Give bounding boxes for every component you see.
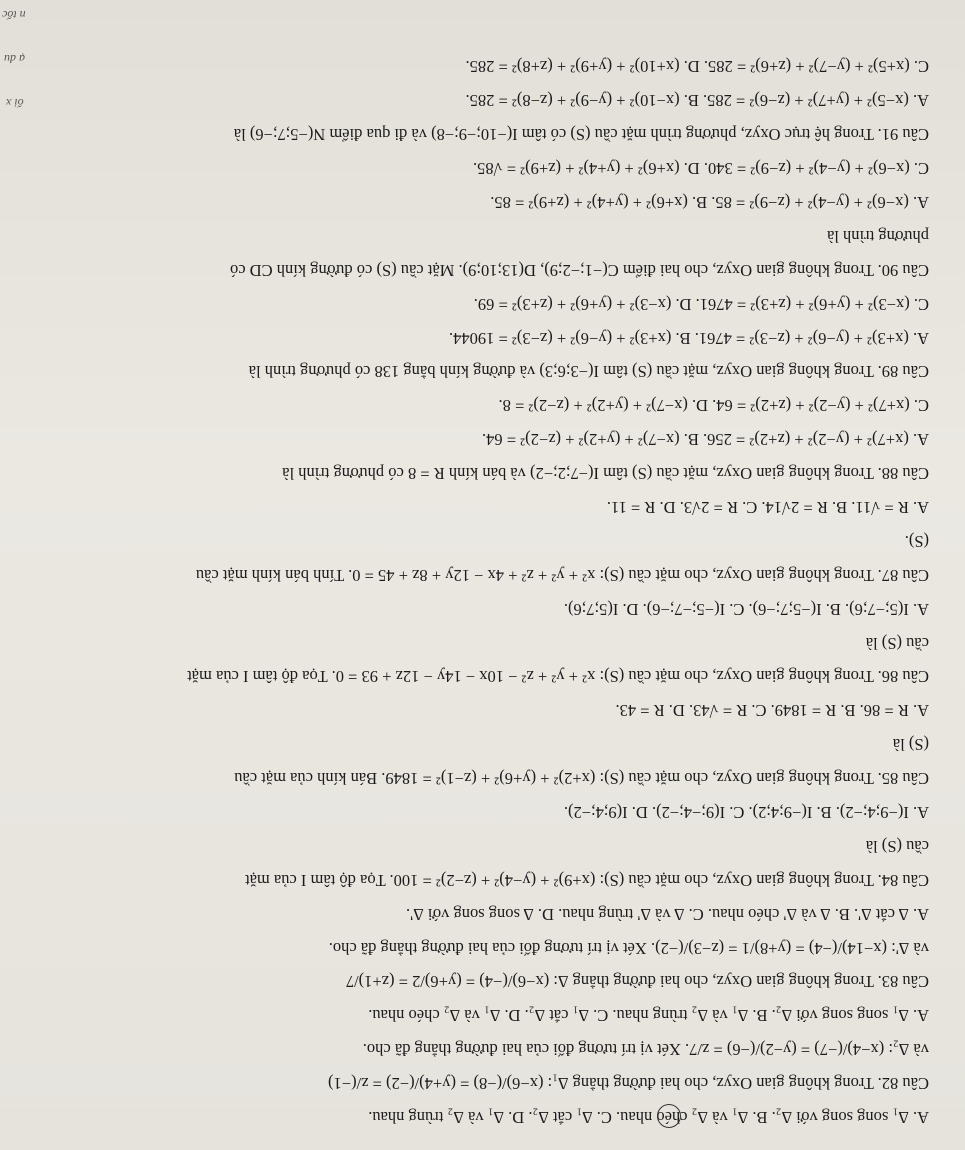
text-line: Câu 87. Trong không gian Oxyz, cho mặt cầu (S): x² + y² + z² + 4x − 12y + 8z + 45 = 0. Tính bán kính mặt cầu	[195, 565, 929, 585]
text-line: cầu (S) là	[865, 836, 929, 856]
text-line: A. Δ₁ song song với Δ₂. B. Δ₁ và Δ₂ trùng nhau. C. Δ₁ cắt Δ₂. D. Δ₁ và Δ₂ chéo nhau.	[368, 1006, 929, 1026]
text-line: (S) là	[892, 735, 929, 755]
text-line: (S).	[904, 531, 929, 551]
text-line: cầu (S) là	[865, 633, 929, 653]
text-line: Câu 89. Trong không gian Oxyz, mặt cầu (S) tâm I(−3;6;3) và đường kính bằng 138 có phương trình là	[248, 362, 929, 382]
margin-note: ạ du	[4, 52, 25, 66]
text-line: và Δ₂: (x−4)/(−7) = (y−2)/(−6) = z/7. Xét vị trí tương đối của hai đường thẳng đã cho.	[362, 1040, 929, 1060]
margin-note: n tốc	[2, 8, 26, 22]
text-line: A. I(5;−7;6). B. I(−5;7;−6). C. I(−5;−7;−6). D. I(5;7;6).	[563, 599, 929, 619]
text-line: phương trình là	[827, 226, 929, 246]
text-line: A. (x+3)² + (y−6)² + (z−3)² = 4761. B. (x+3)² + (y−6)² + (z−3)² = 19044.	[449, 328, 929, 348]
text-line: A. Δ cắt Δ'. B. Δ và Δ' chéo nhau. C. Δ và Δ' trùng nhau. D. Δ song song với Δ'.	[405, 904, 929, 924]
text-line: A. R = 86. B. R = 1849. C. R = √43. D. R = 43.	[615, 701, 929, 721]
text-line: A. (x−6)² + (y−4)² + (z−9)² = 85. B. (x+6)² + (y+4)² + (z+9)² = 85.	[490, 192, 929, 212]
text-line: A. Δ₁ song song với Δ₂. B. Δ₁ và Δ₂ chéo nhau. C. Δ₁ cắt Δ₂. D. Δ₁ và Δ₂ trùng nhau.	[368, 1108, 929, 1127]
text-line: Câu 90. Trong không gian Oxyz, cho hai điểm C(−1;−2;9), D(13;10;9). Mặt cầu (S) có đường kính CD có	[230, 260, 929, 280]
text-line: Câu 84. Trong không gian Oxyz, cho mặt cầu (S): (x+9)² + (y−4)² + (z−2)² = 100. Tọa độ tâm I của mặt	[245, 870, 929, 890]
text-line: và Δ': (x−14)/(−4) = (y+8)/1 = (z−3)/(−2). Xét vị trí tương đối của hai đường thẳng đã cho.	[328, 938, 929, 958]
margin-note: ối x	[6, 96, 24, 110]
text-line: A. I(−9;4;−2). B. I(−9;4;2). C. I(9;−4;−2). D. I(9;4;−2).	[563, 802, 929, 822]
text-line: Câu 82. Trong không gian Oxyz, cho hai đường thẳng Δ₁: (x−6)/(−8) = (y+4)/(−2) = z/(−1)	[328, 1074, 929, 1094]
text-line: Câu 83. Trong không gian Oxyz, cho hai đường thẳng Δ: (x−6)/(−4) = (y+6)/2 = (z+1)/7	[345, 972, 929, 992]
answer-circle-mark	[657, 1104, 681, 1128]
text-line: A. (x+7)² + (y−2)² + (z+2)² = 256. B. (x−7)² + (y+2)² + (z−2)² = 64.	[482, 430, 929, 450]
text-line: Câu 86. Trong không gian Oxyz, cho mặt cầu (S): x² + y² + z² − 10x − 14y − 12z + 93 = 0. Tọa độ tâm I của mặt	[187, 667, 929, 687]
exercise-text	[39, 50, 929, 1135]
text-line: Câu 91. Trong hệ trục Oxyz, phương trình mặt cầu (S) có tâm I(−10;−9;−8) và đi qua điểm N(−5;7;−6) là	[233, 125, 929, 145]
text-line: Câu 85. Trong không gian Oxyz, cho mặt cầu (S): (x+2)² + (y+6)² + (z−1)² = 1849. Bán kính của mặt cầu	[234, 769, 929, 789]
text-line: C. (x−6)² + (y−4)² + (z−9)² = 340. D. (x+6)² + (y+4)² + (z+9)² = √85.	[472, 159, 929, 179]
text-line: A. (x−5)² + (y+7)² + (z−6)² = 285. B. (x−10)² + (y−9)² + (z−8)² = 285.	[465, 91, 929, 111]
text-line: C. (x+7)² + (y−2)² + (z+2)² = 64. D. (x−7)² + (y+2)² + (z−2)² = 8.	[498, 396, 929, 416]
text-line: A. R = √11. B. R = 2√14. C. R = 2√3. D. R = 11.	[606, 497, 929, 517]
text-line: Câu 88. Trong không gian Oxyz, mặt cầu (S) tâm I(−7;2;−2) và bán kính R = 8 có phương trình là	[282, 464, 929, 484]
text-line: C. (x−3)² + (y+6)² + (z+3)² = 4761. D. (x−3)² + (y+6)² + (z+3)² = 69.	[473, 294, 929, 314]
text-line: C. (x+5)² + (y−7)² + (z+6)² = 285. D. (x+10)² + (y+9)² + (z+8)² = 285.	[465, 57, 929, 77]
